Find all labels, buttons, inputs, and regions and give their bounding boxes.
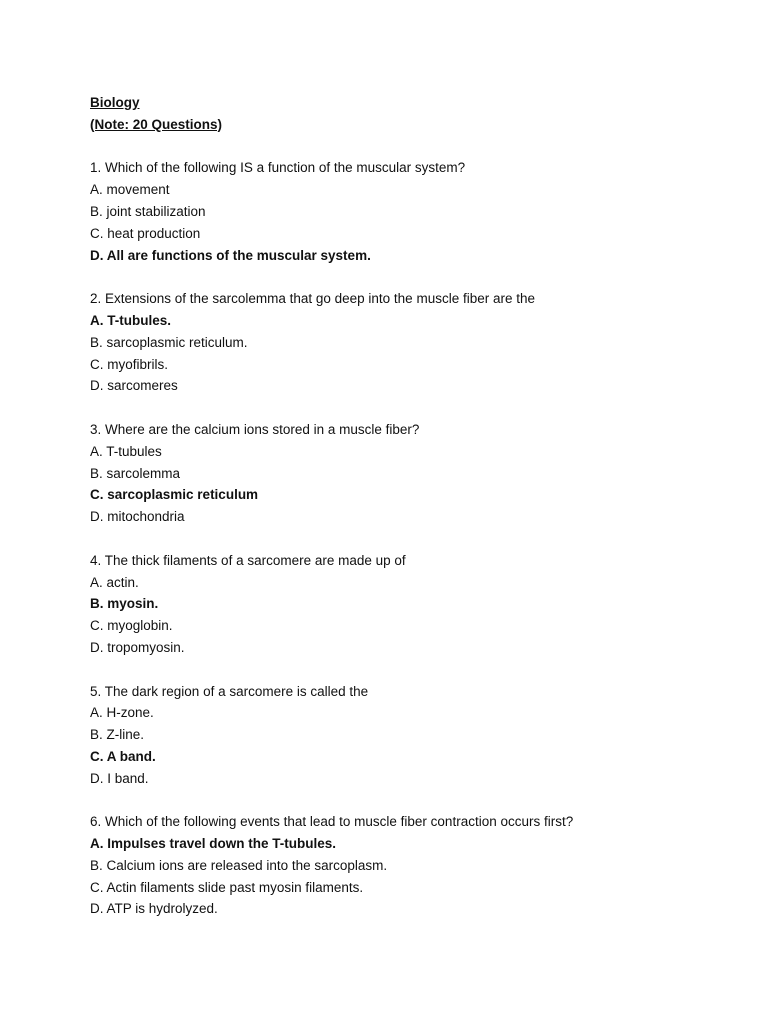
answer-option: B. joint stabilization	[90, 203, 206, 219]
answer-option: D. tropomyosin.	[90, 639, 185, 655]
question-block-2	[90, 288, 710, 419]
question-prompt: 3. Where are the calcium ions stored in a muscle fiber?	[90, 421, 420, 437]
question-block-6	[90, 811, 710, 920]
question-prompt: 1. Which of the following IS a function of the muscular system?	[90, 160, 466, 176]
question-prompt: 6. Which of the following events that lead to muscle fiber contraction occurs first?	[90, 814, 574, 830]
correct-answer-option: A. Impulses travel down the T-tubules.	[90, 836, 337, 852]
spacer	[90, 136, 710, 158]
answer-option: C. heat production	[90, 225, 201, 241]
answer-option: A. movement	[90, 182, 170, 198]
answer-option: C. myofibrils.	[90, 356, 169, 372]
question-list	[90, 157, 710, 920]
question-block-5	[90, 681, 710, 812]
answer-option: A. T-tubules	[90, 443, 162, 459]
answer-option: B. sarcoplasmic reticulum.	[90, 334, 248, 350]
spacer	[90, 528, 710, 550]
correct-answer-option: A. T-tubules.	[90, 312, 171, 328]
answer-option: B. Z-line.	[90, 727, 145, 743]
correct-answer-option: C. A band.	[90, 748, 156, 764]
question-block-1	[90, 157, 710, 288]
correct-answer-option: D. All are functions of the muscular system.	[90, 247, 371, 263]
answer-option: C. myoglobin.	[90, 618, 173, 634]
answer-option: B. sarcolemma	[90, 465, 181, 481]
spacer	[90, 397, 710, 419]
spacer	[90, 266, 710, 288]
spacer	[90, 790, 710, 812]
answer-option: D. I band.	[90, 770, 149, 786]
answer-option: A. actin.	[90, 574, 139, 590]
question-block-3	[90, 419, 710, 550]
answer-option: B. Calcium ions are released into the sarcoplasm.	[90, 857, 388, 873]
answer-option: D. ATP is hydrolyzed.	[90, 901, 218, 917]
question-prompt: 5. The dark region of a sarcomere is called the	[90, 683, 369, 699]
answer-option: A. H-zone.	[90, 705, 154, 721]
question-block-4	[90, 550, 710, 681]
note-heading: (Note: 20 Questions)	[90, 116, 223, 132]
document-page	[90, 92, 710, 920]
question-prompt: 2. Extensions of the sarcolemma that go deep into the muscle fiber are the	[90, 291, 535, 307]
answer-option: D. sarcomeres	[90, 378, 178, 394]
answer-option: D. mitochondria	[90, 509, 185, 525]
correct-answer-option: C. sarcoplasmic reticulum	[90, 487, 259, 503]
question-prompt: 4. The thick filaments of a sarcomere are made up of	[90, 552, 406, 568]
answer-option: C. Actin filaments slide past myosin filaments.	[90, 879, 364, 895]
spacer	[90, 659, 710, 681]
subject-heading: Biology	[90, 95, 140, 110]
correct-answer-option: B. myosin.	[90, 596, 159, 612]
